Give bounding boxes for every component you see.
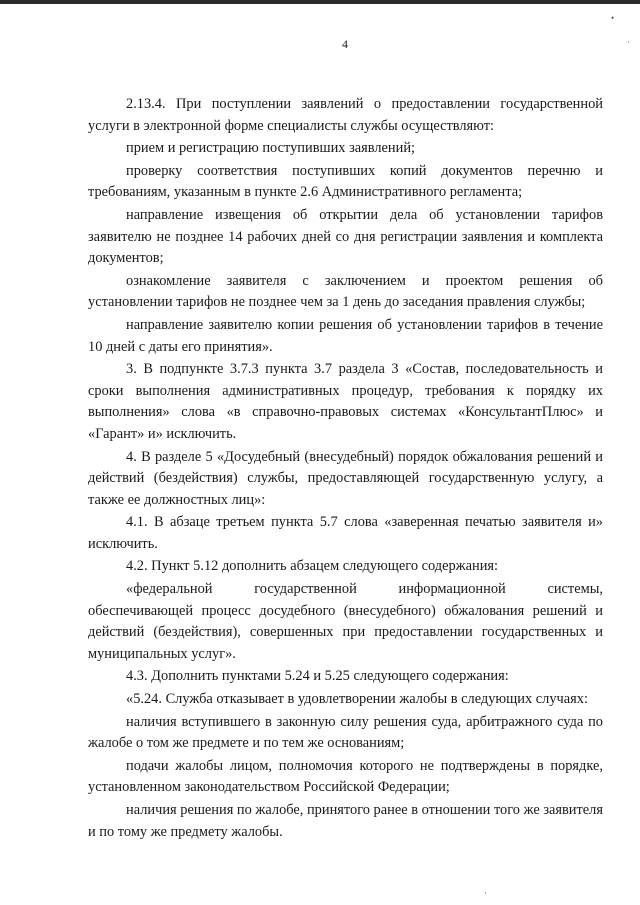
- scan-mark: ·: [627, 37, 630, 47]
- scan-mark: ·: [484, 888, 487, 898]
- paragraph: 4. В разделе 5 «Досудебный (внесудебный) порядок обжалования решений и действий (бездействия) службы, предоставляющей государственную услугу, а также ее должностных лиц»:: [88, 448, 603, 508]
- paragraph: 2.13.4. При поступлении заявлений о предоставлении государственной услуги в электронной форме специалисты службы осуществляют:: [88, 96, 603, 134]
- paragraph: 4.1. В абзаце третьем пункта 5.7 слова «заверенная печатью заявителя и» исключить.: [88, 514, 603, 552]
- paragraph: подачи жалобы лицом, полномочия которого не подтверждены в порядке, установленном законодательством Российской Федерации;: [88, 757, 603, 796]
- document-body: [88, 94, 603, 843]
- page-number: 4: [342, 37, 348, 51]
- paragraph: «федеральной государственной информационной системы,: [126, 581, 603, 598]
- paragraph: ознакомление заявителя с заключением и проектом решения об установлении тарифов не позднее чем за 1 день до заседания правления службы;: [88, 272, 603, 311]
- paragraph: 4.3. Дополнить пунктами 5.24 и 5.25 следующего содержания:: [126, 668, 509, 685]
- top-border-line: [0, 0, 640, 4]
- paragraph: направление заявителю копии решения об установлении тарифов в течение 10 дней с даты его принятия».: [88, 316, 603, 355]
- paragraph: наличия решения по жалобе, принятого ранее в отношении того же заявителя и по тому же предмету жалобы.: [88, 802, 603, 840]
- paragraph: «5.24. Служба отказывает в удовлетворении жалобы в следующих случаях:: [126, 691, 588, 708]
- paragraph: 4.2. Пункт 5.12 дополнить абзацем следующего содержания:: [126, 558, 499, 575]
- paragraph: 3. В подпункте 3.7.3 пункта 3.7 раздела 3 «Состав, последовательность и сроки выполнения административных процедур, требования к порядку их выполнения» слова «в справочно-правовых системах «КонсультантПлюс» и «Гарант» и» исключить.: [88, 361, 603, 442]
- scan-mark: •: [611, 13, 615, 23]
- paragraph: направление извещения об открытии дела об установлении тарифов заявителю не позднее 14 рабочих дней со дня регистрации заявления и комплекта документов;: [88, 206, 603, 267]
- paragraph: обеспечивающей процесс досудебного (внесудебного) обжалования решений и действий (бездействия), совершенных при предоставлении государственных и муниципальных услуг».: [88, 602, 603, 662]
- paragraph: проверку соответствия поступивших копий документов перечню и требованиям, указанным в пункте 2.6 Административного регламента;: [88, 162, 603, 201]
- paragraph: наличия вступившего в законную силу решения суда, арбитражного суда по жалобе о том же предмете и по тем же основаниям;: [88, 713, 603, 752]
- paragraph: прием и регистрацию поступивших заявлений;: [126, 140, 416, 157]
